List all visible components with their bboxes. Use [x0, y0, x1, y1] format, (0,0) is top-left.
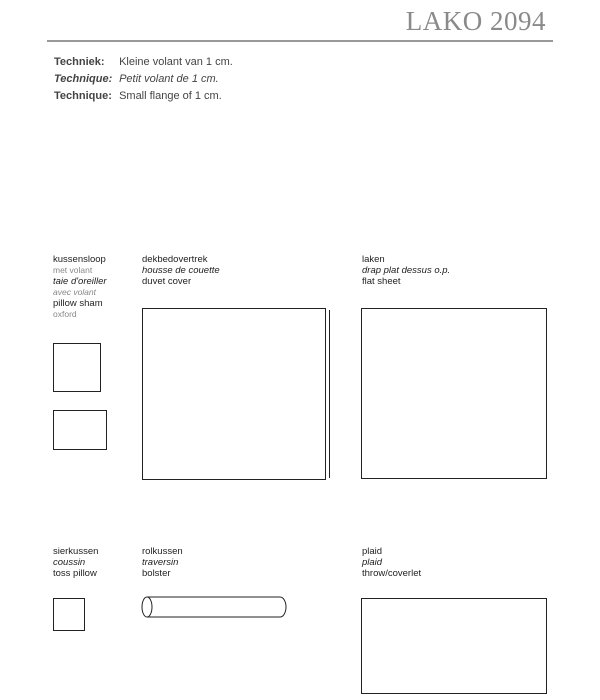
label-nl: rolkussen: [142, 546, 183, 557]
toss-pillow-label: [53, 546, 98, 579]
label-en: toss pillow: [53, 568, 97, 579]
label-en: pillow sham: [53, 298, 103, 309]
label-fr: plaid: [362, 557, 383, 568]
technique-row-en: [54, 90, 222, 102]
header-divider: [47, 40, 553, 42]
technique-key: Techniek:: [54, 56, 105, 68]
label-en-sub: oxford: [53, 309, 77, 319]
technique-value: Petit volant de 1 cm.: [119, 73, 219, 85]
technique-value: Small flange of 1 cm.: [119, 90, 222, 102]
label-en: duvet cover: [142, 276, 192, 287]
duvet-cover-drawing: [142, 308, 326, 480]
toss-pillow-drawing: [53, 598, 85, 631]
technique-key: Technique:: [54, 90, 112, 102]
duvet-cover-edge: [326, 310, 330, 478]
brand-title: LAKO 2094: [405, 6, 546, 36]
pillow-sham-oxford-drawing: [53, 410, 107, 450]
pillow-sham-drawing: [53, 343, 101, 392]
label-fr: housse de couette: [142, 265, 220, 276]
flat-sheet-label: [362, 254, 450, 287]
bolster-label: [142, 546, 183, 579]
label-fr: traversin: [142, 557, 179, 568]
label-en: throw/coverlet: [362, 568, 422, 579]
technique-value: Kleine volant van 1 cm.: [119, 56, 233, 68]
technique-row-nl: [54, 56, 233, 68]
bolster-drawing: [138, 594, 292, 620]
duvet-cover-label: [142, 254, 220, 287]
label-nl: laken: [362, 254, 385, 265]
label-en: bolster: [142, 568, 171, 579]
label-nl: dekbedovertrek: [142, 254, 208, 265]
flat-sheet-drawing: [361, 308, 547, 479]
label-fr: taie d'oreiller: [53, 276, 107, 287]
label-fr: drap plat dessus o.p.: [362, 265, 451, 276]
label-nl: plaid: [362, 546, 383, 557]
label-fr-sub: avec volant: [53, 287, 96, 297]
technique-row-fr: [54, 73, 219, 85]
label-en: flat sheet: [362, 276, 401, 287]
label-fr: coussin: [53, 557, 86, 568]
technique-key: Technique:: [54, 73, 113, 85]
pillow-sham-label: [53, 254, 107, 320]
throw-label: [362, 546, 421, 579]
label-nl: kussensloop: [53, 254, 106, 265]
label-nl-sub: met volant: [53, 265, 93, 275]
label-nl: sierkussen: [53, 546, 99, 557]
throw-drawing: [361, 598, 547, 694]
